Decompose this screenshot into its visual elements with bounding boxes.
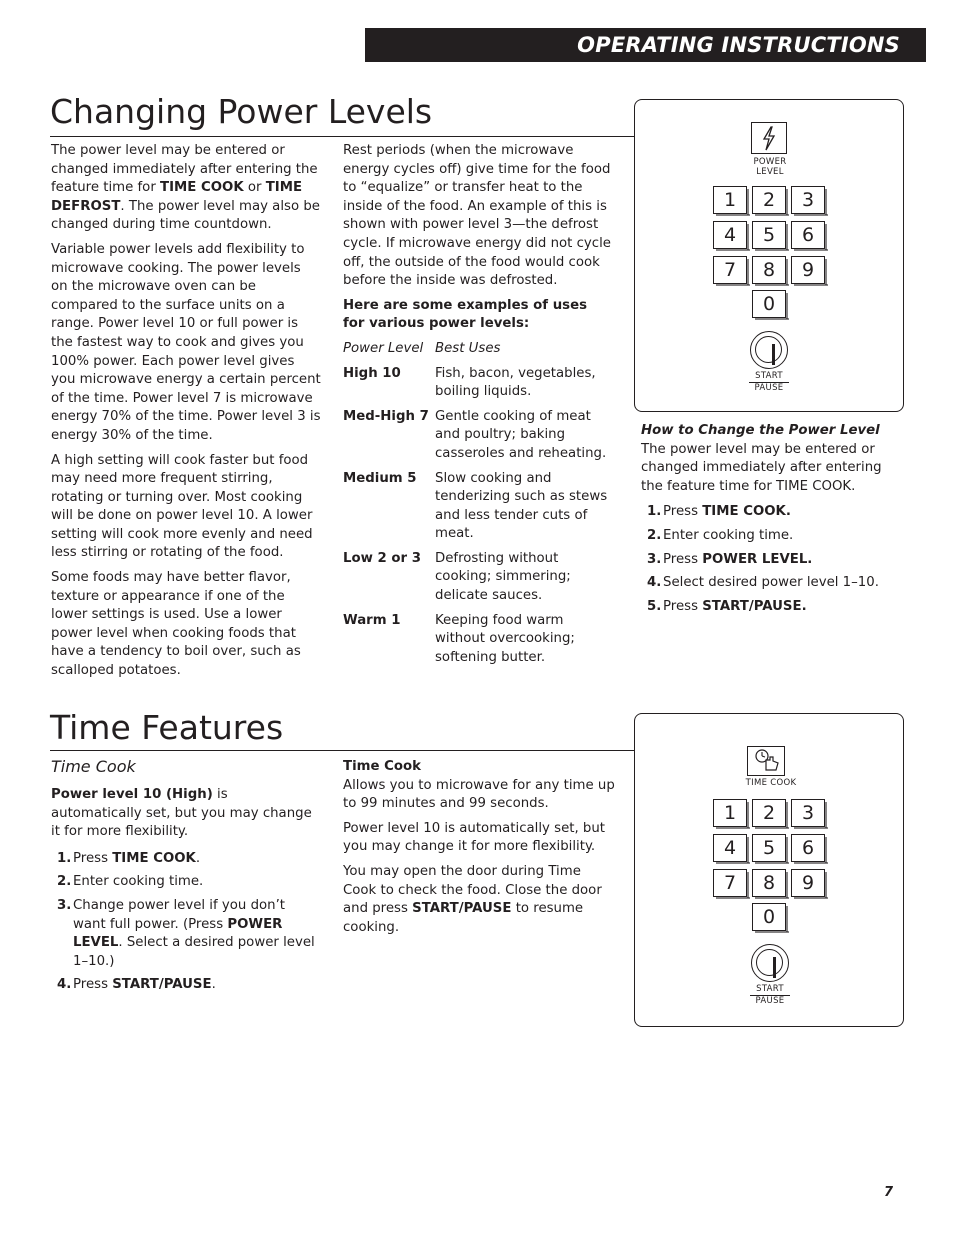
keypad-key-6[interactable]: 6 xyxy=(791,834,825,862)
start-pause-icon xyxy=(756,949,783,976)
table-row: Warm 1 Keeping food warm without overcooking; softening butter. xyxy=(343,612,575,665)
start-pause-label: START PAUSE xyxy=(749,371,789,394)
title-rule xyxy=(50,136,635,137)
keypad-key-7[interactable]: 7 xyxy=(713,256,747,284)
table-row: Medium 5 Slow cooking and tenderizing such as stews and less tender cuts of meat. xyxy=(343,470,608,542)
table-row: Med-High 7 Gentle cooking of meat and poultry; baking casseroles and reheating. xyxy=(343,408,607,461)
time-cook-paragraph: You may open the door during Time Cook to check the food. Close the door and press START/PAUSE to resume cooking. xyxy=(343,863,602,935)
keypad-key-3[interactable]: 3 xyxy=(791,186,825,214)
list-item: 4. Select desired power level 1–10. xyxy=(647,575,879,591)
keypad-key-2[interactable]: 2 xyxy=(752,799,786,827)
table-row: High 10 Fish, bacon, vegetables, boiling liquids. xyxy=(343,365,596,400)
time-cook-keypad-panel xyxy=(634,713,904,1027)
time-cook-heading: Time Cook xyxy=(343,759,422,774)
keypad-key-1[interactable]: 1 xyxy=(713,186,747,214)
keypad-key-4[interactable]: 4 xyxy=(713,221,747,249)
list-item: 5. Press START/PAUSE. xyxy=(647,598,807,614)
keypad-key-0[interactable]: 0 xyxy=(752,903,786,931)
list-item: 3. Press POWER LEVEL. xyxy=(647,551,813,567)
list-item: 2. Enter cooking time. xyxy=(57,874,204,890)
power-variable-paragraph: Variable power levels add flexibility to microwave cooking. The power levels on the microwave oven can be compared to the surface units on a range. Power level 10 or full power is the fastest way to cook and gives you 100% power. Each power level gives you microwave energy a certain percent of the time. Power level 7 is microwave energy 70% of the time. Power level 3 is energy 30% of the time. xyxy=(51,241,321,443)
keypad-key-0[interactable]: 0 xyxy=(752,290,786,318)
power-level-button[interactable] xyxy=(751,122,787,154)
power-intro-paragraph: The power level may be entered or changed immediately after entering the feature time for TIME COOK or TIME DEFROST. The power level may also be changed during time countdown. xyxy=(51,143,320,233)
time-cook-intro: Power level 10 (High) is automatically set, but you may change it for more flexibility. xyxy=(51,787,312,840)
time-cook-label: TIME COOK xyxy=(745,778,797,788)
list-item: 4. Press START/PAUSE. xyxy=(57,977,216,993)
keypad-key-5[interactable]: 5 xyxy=(752,221,786,249)
table-row: Low 2 or 3 Defrosting without cooking; simmering; delicate sauces. xyxy=(343,550,571,604)
table-header-level: Power Level xyxy=(343,340,424,356)
page-number: 7 xyxy=(884,1185,894,1200)
keypad-key-7[interactable]: 7 xyxy=(713,869,747,897)
power-level-table xyxy=(343,340,611,674)
keypad-key-4[interactable]: 4 xyxy=(713,834,747,862)
power-high-setting-paragraph: A high setting will cook faster but food may need more frequent stirring, rotating or turning over. Most cooking will be done on power level 10. A lower setting will cook more evenly and need less stirring or rotating of the food. xyxy=(51,452,313,561)
start-pause-icon xyxy=(755,336,782,363)
time-column-1 xyxy=(51,757,321,1000)
keypad-key-3[interactable]: 3 xyxy=(791,799,825,827)
keypad-key-9[interactable]: 9 xyxy=(791,869,825,897)
power-lower-setting-paragraph: Some foods may have better flavor, texture or appearance if one of the lower settings is used. Use a lower power level when cooking foods that have a tendency to boil over, such as scalloped potatoes. xyxy=(51,570,301,679)
how-to-change-power xyxy=(641,422,903,621)
start-pause-label: START PAUSE xyxy=(750,984,790,1007)
time-cook-button[interactable] xyxy=(747,746,785,776)
title-rule xyxy=(50,750,635,751)
time-cook-paragraph: Power level 10 is automatically set, but you may change it for more flexibility. xyxy=(343,820,606,855)
how-to-intro: The power level may be entered or changed immediately after entering the feature time for TIME COOK. xyxy=(641,441,882,494)
keypad-key-6[interactable]: 6 xyxy=(791,221,825,249)
power-level-keypad-panel xyxy=(634,99,904,412)
clock-hand-icon xyxy=(748,747,784,775)
table-header-uses: Best Uses xyxy=(435,340,501,356)
start-pause-button[interactable] xyxy=(750,331,788,369)
power-column-1 xyxy=(51,142,321,687)
power-column-2 xyxy=(343,142,611,673)
list-item: 2. Enter cooking time. xyxy=(647,527,794,543)
section-banner: OPERATING INSTRUCTIONS xyxy=(365,28,926,62)
examples-intro: Here are some examples of uses for various power levels: xyxy=(343,297,588,332)
table-header-row xyxy=(343,340,611,365)
power-level-label: POWER LEVEL xyxy=(753,157,787,177)
power-levels-title: Changing Power Levels xyxy=(50,92,433,131)
time-cook-steps xyxy=(51,850,321,995)
keypad-key-9[interactable]: 9 xyxy=(791,256,825,284)
time-cook-subtitle: Time Cook xyxy=(51,757,136,776)
time-column-2 xyxy=(343,758,615,943)
keypad-key-1[interactable]: 1 xyxy=(713,799,747,827)
start-pause-button[interactable] xyxy=(751,944,789,982)
list-item: 1. Press TIME COOK. xyxy=(57,850,201,866)
time-features-title: Time Features xyxy=(50,708,284,747)
list-item: 3. Change power level if you don’t want full power. (Press POWER LEVEL. Select a desired power level 1–10.) xyxy=(57,897,315,969)
keypad-key-8[interactable]: 8 xyxy=(752,869,786,897)
keypad-key-5[interactable]: 5 xyxy=(752,834,786,862)
time-cook-paragraph: Allows you to microwave for any time up to 99 minutes and 99 seconds. xyxy=(343,777,615,812)
list-item: 1. Press TIME COOK. xyxy=(647,504,791,520)
how-to-steps xyxy=(641,503,903,616)
how-to-title: How to Change the Power Level xyxy=(641,423,880,438)
rest-periods-paragraph: Rest periods (when the microwave energy cycles off) give time for the food to “equalize” or transfer heat to the inside of the food. An example of this is shown with power level 3—the defrost cycle. If microwave energy did not cycle off, the outside of the food would cook before the inside was defrosted. xyxy=(343,143,611,289)
keypad-key-2[interactable]: 2 xyxy=(752,186,786,214)
keypad-key-8[interactable]: 8 xyxy=(752,256,786,284)
lightning-bolt-icon xyxy=(752,123,786,153)
